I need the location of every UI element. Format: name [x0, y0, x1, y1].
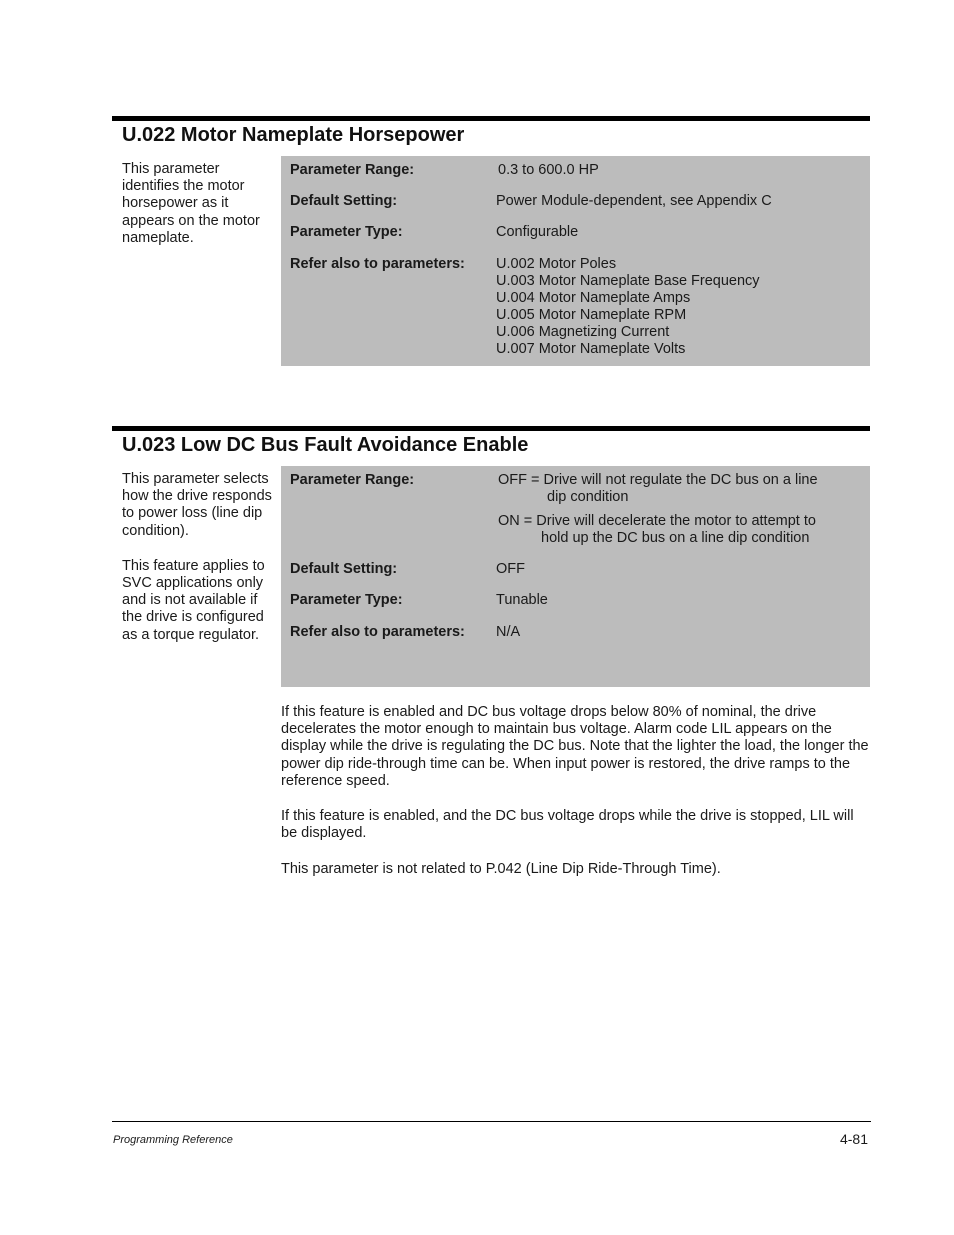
label-parameter-range: Parameter Range:	[290, 162, 415, 178]
label-refer-also: Refer also to parameters:	[290, 256, 465, 272]
page-number: 4-81	[839, 1131, 868, 1147]
refer-item: U.006 Magnetizing Current	[496, 324, 670, 340]
body-paragraph: If this feature is enabled and DC bus voltage drops below 80% of nominal, the drive decelerates the motor enough to maintain bus voltage. Alarm code LIL appears on the display while the drive is regulating the DC bus. Note that the lighter the load, the longer the power dip ride-through time can be. When input power is restored, the drive ramps to the reference speed.	[281, 704, 869, 789]
refer-item: U.005 Motor Nameplate RPM	[496, 307, 687, 323]
description-u023	[122, 471, 274, 644]
body-paragraph-3	[281, 861, 871, 878]
value-default-setting: OFF	[496, 561, 525, 577]
value-parameter-type: Configurable	[496, 224, 579, 240]
label-parameter-type: Parameter Type:	[290, 224, 403, 240]
range-option-text: ON = Drive will decelerate the motor to attempt to	[498, 513, 816, 529]
refer-item: U.003 Motor Nameplate Base Frequency	[496, 273, 760, 289]
parameter-table-u023	[281, 466, 870, 687]
range-option-continuation: hold up the DC bus on a line dip condition	[541, 530, 810, 546]
section-title-u022: U.022 Motor Nameplate Horsepower	[122, 124, 465, 146]
value-range-option-off	[498, 472, 818, 506]
label-default-setting: Default Setting:	[290, 193, 398, 209]
refer-item: U.007 Motor Nameplate Volts	[496, 341, 686, 357]
value-refer-also-list	[496, 256, 760, 358]
range-option-continuation: dip condition	[547, 489, 629, 505]
label-parameter-type: Parameter Type:	[290, 592, 403, 608]
refer-item: U.004 Motor Nameplate Amps	[496, 290, 691, 306]
description-u022	[122, 161, 274, 247]
body-paragraph-1	[281, 704, 871, 790]
body-paragraph: If this feature is enabled, and the DC bus voltage drops while the drive is stopped, LIL will be displayed.	[281, 808, 854, 842]
section-rule-u022	[112, 116, 870, 121]
range-option-text: OFF = Drive will not regulate the DC bus on a line	[498, 472, 818, 488]
refer-item: U.002 Motor Poles	[496, 256, 617, 272]
value-refer-also: N/A	[496, 624, 521, 640]
description-paragraph: This parameter selects how the drive responds to power loss (line dip condition).	[122, 471, 272, 539]
value-default-setting: Power Module-dependent, see Appendix C	[496, 193, 772, 209]
label-refer-also: Refer also to parameters:	[290, 624, 465, 640]
description-paragraph: This parameter identifies the motor horsepower as it appears on the motor nameplate.	[122, 161, 260, 246]
value-range-option-on	[498, 513, 816, 547]
section-title-u023: U.023 Low DC Bus Fault Avoidance Enable	[122, 434, 529, 456]
section-rule-u023	[112, 426, 870, 431]
parameter-table-u022	[281, 156, 870, 366]
footer-rule	[112, 1121, 871, 1122]
value-parameter-range: 0.3 to 600.0 HP	[498, 162, 599, 178]
value-parameter-type: Tunable	[496, 592, 548, 608]
footer-title: Programming Reference	[113, 1134, 233, 1146]
label-default-setting: Default Setting:	[290, 561, 398, 577]
description-paragraph: This feature applies to SVC applications only and is not available if the drive is configured as a torque regulator.	[122, 557, 265, 643]
body-paragraph: This parameter is not related to P.042 (Line Dip Ride-Through Time).	[281, 861, 721, 877]
body-paragraph-2	[281, 808, 871, 842]
label-parameter-range: Parameter Range:	[290, 472, 415, 488]
